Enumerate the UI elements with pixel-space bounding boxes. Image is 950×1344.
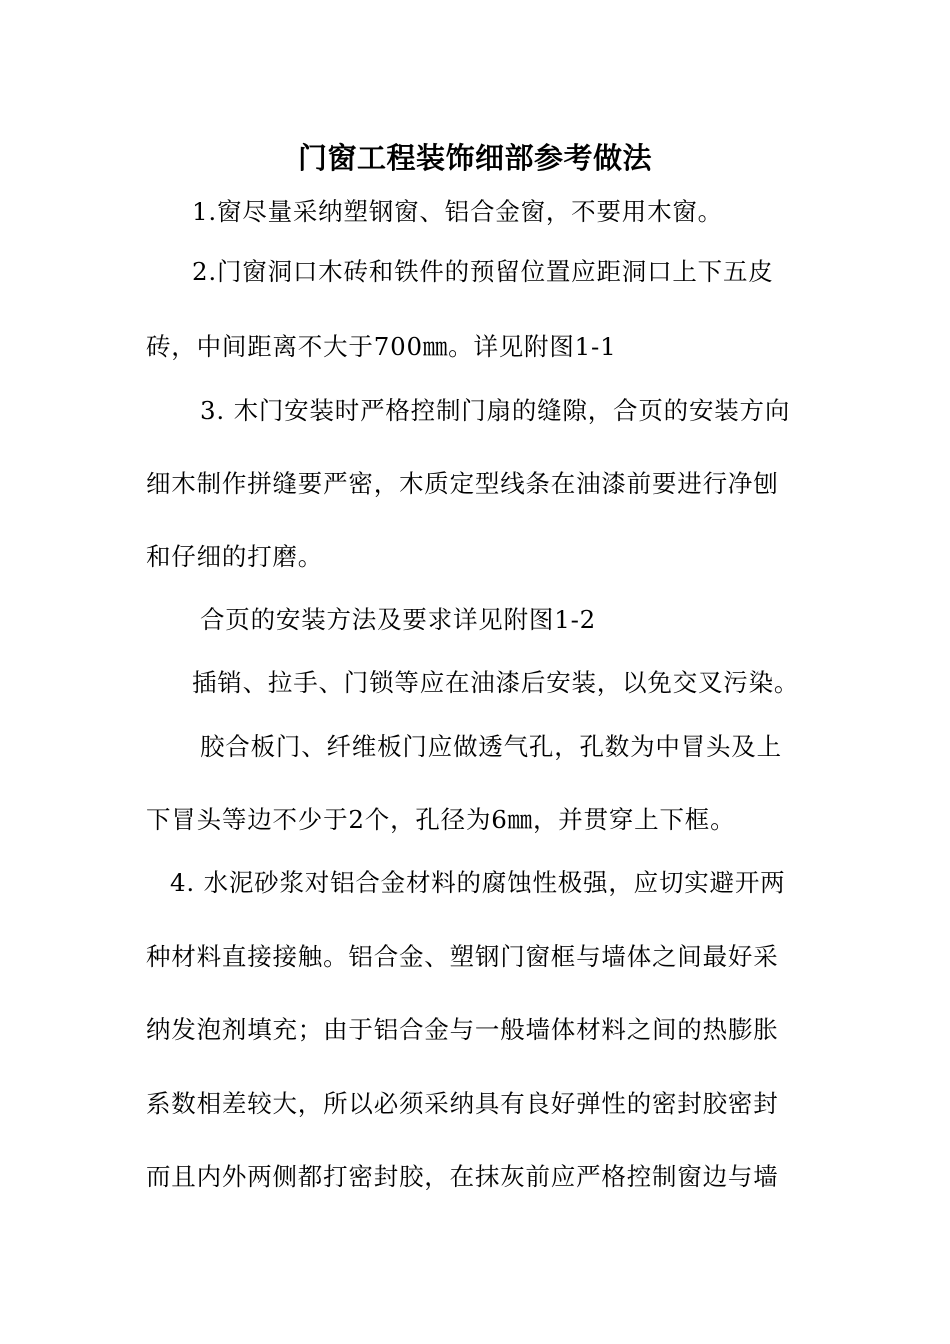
paragraph-line: 插销、拉手、门锁等应在油漆后安装，以免交叉污染。: [192, 668, 800, 697]
paragraph-line: 1.窗尽量采纳塑钢窗、铝合金窗，不要用木窗。: [192, 197, 723, 226]
paragraph-line: 而且内外两侧都打密封胶，在抹灰前应严格控制窗边与墙: [146, 1162, 779, 1191]
paragraph-line: 种材料直接接触。铝合金、塑钢门窗框与墙体之间最好采: [146, 942, 779, 971]
paragraph-line: 2.门窗洞口木砖和铁件的预留位置应距洞口上下五皮: [192, 257, 774, 286]
paragraph-line: 胶合板门、纤维板门应做透气孔，孔数为中冒头及上: [200, 732, 782, 761]
paragraph-line: 和仔细的打磨。: [146, 542, 324, 571]
paragraph-line: 合页的安装方法及要求详见附图1-2: [200, 605, 597, 634]
paragraph-line: 纳发泡剂填充；由于铝合金与一般墙体材料之间的热膨胀: [146, 1015, 779, 1044]
paragraph-line: 砖，中间距离不大于700㎜。详见附图1-1: [146, 332, 617, 361]
paragraph-line: 4. 水泥砂浆对铝合金材料的腐蚀性极强，应切实避开两: [170, 868, 786, 897]
paragraph-line: 3. 木门安装时严格控制门扇的缝隙，合页的安装方向: [200, 396, 791, 425]
paragraph-line: 细木制作拼缝要严密，木质定型线条在油漆前要进行净刨: [146, 469, 779, 498]
paragraph-line: 下冒头等边不少于2个，孔径为6㎜，并贯穿上下框。: [146, 805, 736, 834]
page-title: 门窗工程装饰细部参考做法: [297, 141, 652, 175]
paragraph-line: 系数相差较大，所以必须采纳具有良好弹性的密封胶密封: [146, 1089, 779, 1118]
